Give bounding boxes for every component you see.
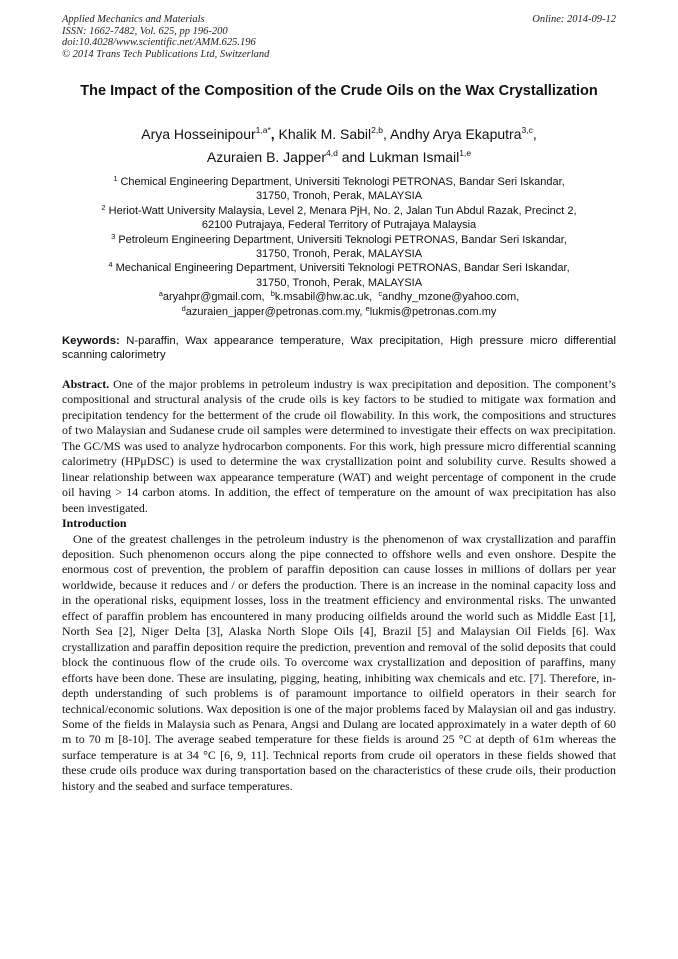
affiliation-text: 31750, Tronoh, Perak, MALAYSIA	[255, 190, 423, 203]
abstract-label: Abstract.	[62, 377, 110, 391]
author-affil-sup: 1,a*	[255, 125, 271, 135]
author-name: Azuraien B. Japper	[206, 149, 326, 165]
author-separator: ,	[532, 126, 537, 142]
author-separator: and	[337, 149, 369, 165]
author-separator: ,	[270, 126, 279, 142]
affiliation-number: 3	[111, 231, 116, 241]
abstract-text: One of the major problems in petroleum industry is wax precipitation and deposition. The component’s compositional and structural analysis of the crude oils is key factors to be studied to mitigate wax formation and precipitation tendency for the betterment of the crude oil flowability. In this work, the compositions and structures of two Malaysian and Sudanese crude oil samples were determined to investigate their effects on wax precipitation. The GC/MS was used to analyze hydrocarbon components. For this work, high pressure micro differential scanning calorimetry (HPμDSC) is used to determine the wax crystallization point and solubility curve. Results showed a linear relationship between wax appearance temperature (WAT) and weight percentage of component in the crude oil having > 14 carbon atoms. In addition, the effect of temperature on the amount of wax precipitation has also been investigated.	[62, 377, 616, 515]
main-text	[62, 377, 616, 794]
author-line-1	[62, 123, 616, 146]
affiliation-number: 1	[113, 174, 118, 183]
abstract-paragraph	[62, 377, 616, 516]
author-separator: ,	[382, 126, 390, 142]
keywords-section	[62, 334, 616, 363]
author-list	[62, 123, 616, 169]
email-sup: d	[181, 303, 186, 313]
journal-header	[62, 14, 616, 60]
introduction-paragraph: One of the greatest challenges in the petroleum industry is the phenomenon of wax crystallization and paraffin deposition. Such phenomenon occurs along the pipe connected to offshore wells and even onshore. Despite the enormous cost of prevention, the problem of paraffin deposition can cause losses in millions of dollars per year worldwide, because it reduces and / or defers the production. There is an increase in the nominal capacity loss and in the operational risks, equipment losses, loss in the treatment efficiency and environmental risks. The unwanted effect of paraffin problem has encountered in many producing oilfields around the world such as Middle East [1], North Sea [2], Niger Delta [3], Alaska North Slope Oils [4], Brazil [5] and Malaysian Oil Fields [6]. Wax crystallization and paraffin deposition require the prediction, prevention and removal of the solid deposits that could block the continuous flow of the crude oils. To overcome wax crystallization and deposition of paraffins, many efforts have been done. These are insulating, pigging, heating, inhibiting wax chemicals and etc. [7]. Therefore, in-depth understanding of such problems is of paramount importance to oilfield operators in their search for technical/economic solutions. Wax deposition is one of the major problems faced by Malaysian oil and gas industry. Some of the fields in Malaysia such as Penara, Angsi and Dulang are located approximately in a water depth of 60 m to 70 m [8-10]. The average seabed temperature for these fields is around 25 °C at depth of 61m whereas the surface temperature is at 34 °C [6, 9, 11]. Technical reports from crude oil operators in these fields showed that these crude oils produce wax during transportation based on the characteristics of these crude oils, their production history and the seabed and surface temperatures.	[62, 531, 616, 793]
affiliation-text: Petroleum Engineering Department, Universiti Teknologi PETRONAS, Bandar Seri Iskandar,	[118, 233, 567, 246]
author-name: Lukman Ismail	[368, 149, 460, 165]
author-line-2	[62, 146, 616, 169]
doi-line: doi:10.4028/www.scientific.net/AMM.625.196	[62, 37, 256, 49]
email-sup: a	[158, 289, 163, 299]
affiliation-text: 31750, Tronoh, Perak, MALAYSIA	[255, 248, 423, 261]
affiliation-text: Heriot-Watt University Malaysia, Level 2, Menara PjH, No. 2, Jalan Tun Abdul Razak, Precinct 2,	[108, 204, 577, 217]
author-affil-sup: 4,d	[326, 148, 338, 158]
affiliation	[62, 204, 616, 233]
email-link[interactable]: aryahpr@gmail.com,	[162, 291, 265, 304]
email-sup: e	[365, 303, 370, 313]
copyright-line: © 2014 Trans Tech Publications Ltd, Switzerland	[62, 48, 270, 60]
keywords-label: Keywords:	[62, 335, 120, 347]
author-name: Andhy Arya Ekaputra	[389, 126, 522, 142]
affiliation	[62, 261, 616, 290]
keywords-text: N-paraffin, Wax appearance temperature, Wax precipitation, High pressure micro differential scanning calorimetry	[62, 335, 616, 362]
author-affil-sup: 2,b	[371, 125, 383, 135]
email-line-1	[62, 290, 616, 304]
affiliation-text: Mechanical Engineering Department, Universiti Teknologi PETRONAS, Bandar Seri Iskandar,	[115, 262, 570, 275]
email-link[interactable]: andhy_mzone@yahoo.com,	[382, 291, 520, 304]
author-name: Arya Hosseinipour	[141, 126, 256, 142]
email-sup: c	[378, 289, 383, 299]
online-date: Online: 2014-09-12	[532, 14, 616, 25]
affiliation	[62, 175, 616, 204]
issn-line: ISSN: 1662-7482, Vol. 625, pp 196-200	[62, 25, 228, 37]
affiliation-text: 31750, Tronoh, Perak, MALAYSIA	[255, 276, 423, 289]
paper-title: The Impact of the Composition of the Crude Oils on the Wax Crystallization	[80, 83, 598, 99]
affiliation-text: Chemical Engineering Department, Universiti Teknologi PETRONAS, Bandar Seri Iskandar,	[120, 176, 565, 188]
author-name: Khalik M. Sabil	[278, 126, 372, 142]
affiliation	[62, 233, 616, 262]
email-link[interactable]: azuraien_japper@petronas.com.my,	[185, 305, 363, 318]
email-link[interactable]: k.msabil@hw.ac.uk,	[274, 291, 373, 304]
affiliation-number: 2	[101, 202, 106, 212]
author-affil-sup: 3,c	[521, 125, 533, 135]
affiliation-number: 4	[108, 260, 113, 270]
affiliation-list	[62, 175, 616, 319]
introduction-heading: Introduction	[62, 516, 127, 531]
email-link[interactable]: lukmis@petronas.com.my	[369, 305, 497, 318]
affiliation-text: 62100 Putrajaya, Federal Territory of Putrajaya Malaysia	[201, 219, 477, 232]
email-line-2	[62, 305, 616, 319]
journal-name: Applied Mechanics and Materials	[62, 14, 205, 25]
author-affil-sup: 1,e	[459, 148, 472, 158]
email-sup: b	[270, 289, 275, 299]
